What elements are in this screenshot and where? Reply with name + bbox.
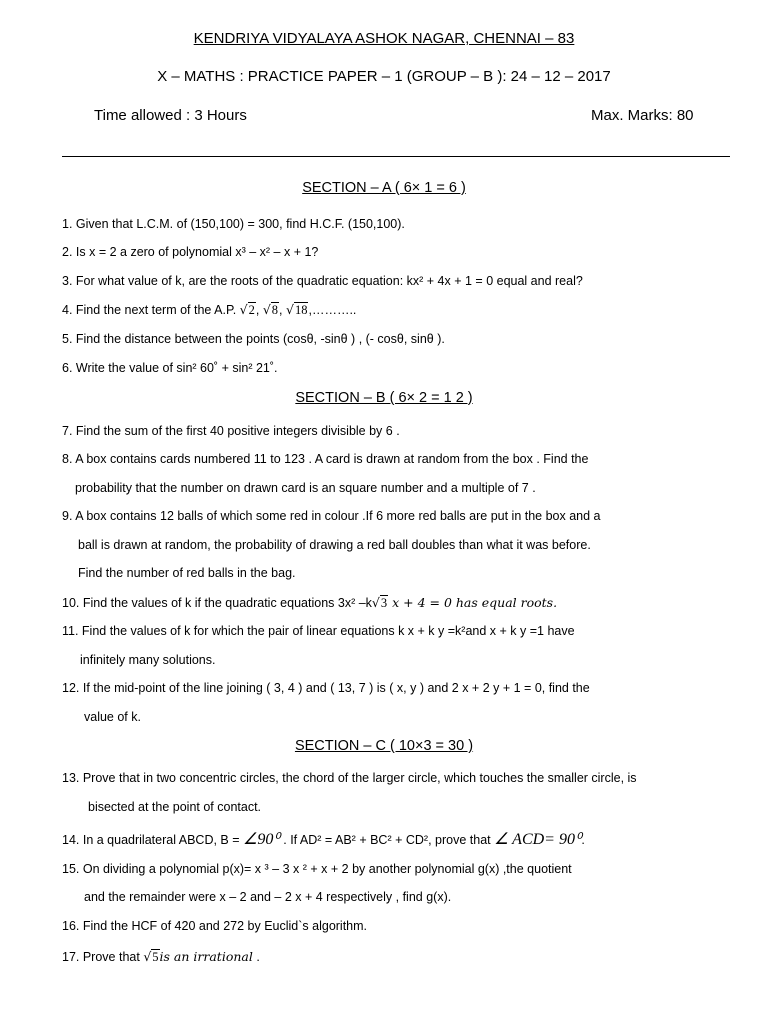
sqrt-3: √3 xyxy=(371,595,388,610)
question-13-line-2: bisected at the point of contact. xyxy=(88,800,262,814)
question-11-line-2: infinitely many solutions. xyxy=(80,653,216,667)
question-9-line-3: Find the number of red balls in the bag. xyxy=(78,566,296,580)
header-divider xyxy=(62,156,730,157)
paper-title: X – MATHS : PRACTICE PAPER – 1 (GROUP – B ): 24 – 12 – 2017 xyxy=(157,68,611,85)
section-b-heading: SECTION – B ( 6× 2 = 1 2 ) xyxy=(295,390,473,406)
section-c-heading: SECTION – C ( 10×3 = 30 ) xyxy=(294,738,474,754)
question-13-line-1: 13. Prove that in two concentric circles, the chord of the larger circle, which touches the smaller circle, is xyxy=(62,771,637,785)
question-12-line-2: value of k. xyxy=(84,710,141,724)
question-6: 6. Write the value of sin² 60˚ + sin² 21˚. xyxy=(62,361,278,375)
school-name: KENDRIYA VIDYALAYA ASHOK NAGAR, CHENNAI – 83 xyxy=(193,30,575,47)
question-9-line-1: 9. A box contains 12 balls of which some red in colour .If 6 more red balls are put in the box and a xyxy=(62,509,601,523)
question-14: 14. In a quadrilateral ABCD, B = ∠90⁰ . If AD² = AB² + BC² + CD², prove that ∠ ACD= 90⁰. xyxy=(62,831,585,848)
question-1: 1. Given that L.C.M. of (150,100) = 300, find H.C.F. (150,100). xyxy=(62,217,405,231)
section-a-heading: SECTION – A ( 6× 1 = 6 ) xyxy=(302,180,466,196)
question-17: 17. Prove that √5is an irrational . xyxy=(62,949,260,964)
question-7: 7. Find the sum of the first 40 positive integers divisible by 6 . xyxy=(62,424,400,438)
angle-acd-math: ∠ ACD= 90⁰ xyxy=(494,831,582,848)
time-allowed: Time allowed : 3 Hours xyxy=(94,107,247,124)
question-8-line-1: 8. A box contains cards numbered 11 to 123 . A card is drawn at random from the box . Find the xyxy=(62,452,589,466)
question-8-line-2: probability that the number on drawn card is an square number and a multiple of 7 . xyxy=(75,481,536,495)
question-2: 2. Is x = 2 a zero of polynomial x³ – x² – x + 1? xyxy=(62,245,319,259)
question-12-line-1: 12. If the mid-point of the line joining ( 3, 4 ) and ( 13, 7 ) is ( x, y ) and 2 x + 2 y + 1 = 0, find the xyxy=(62,681,590,695)
question-15-line-1: 15. On dividing a polynomial p(x)= x ³ – 3 x ² + x + 2 by another polynomial g(x) ,the quotient xyxy=(62,862,572,876)
sqrt-8: √8 xyxy=(262,302,279,317)
question-4: 4. Find the next term of the A.P. √2, √8, √18,……….. xyxy=(62,302,357,317)
question-10: 10. Find the values of k if the quadratic equations 3x² –k√3 x + 4 = 0 has equal roots. xyxy=(62,595,558,610)
max-marks: Max. Marks: 80 xyxy=(591,107,694,124)
question-11-line-1: 11. Find the values of k for which the pair of linear equations k x + k y =k²and x + k y =1 have xyxy=(62,624,575,638)
question-5: 5. Find the distance between the points (cosθ, -sinθ ) , (- cosθ, sinθ ). xyxy=(62,332,445,346)
question-16: 16. Find the HCF of 420 and 272 by Euclid`s algorithm. xyxy=(62,919,368,933)
angle-90-math: ∠90⁰ xyxy=(243,831,280,848)
question-15-line-2: and the remainder were x – 2 and – 2 x + 4 respectively , find g(x). xyxy=(84,890,452,904)
question-3: 3. For what value of k, are the roots of the quadratic equation: kx² + 4x + 1 = 0 equal and real? xyxy=(62,274,583,288)
sqrt-5: √5 xyxy=(143,949,159,964)
question-9-line-2: ball is drawn at random, the probability of drawing a red ball doubles than what it was before. xyxy=(78,538,591,552)
sqrt-2: √2 xyxy=(239,302,255,317)
sqrt-18: √18 xyxy=(286,302,308,317)
